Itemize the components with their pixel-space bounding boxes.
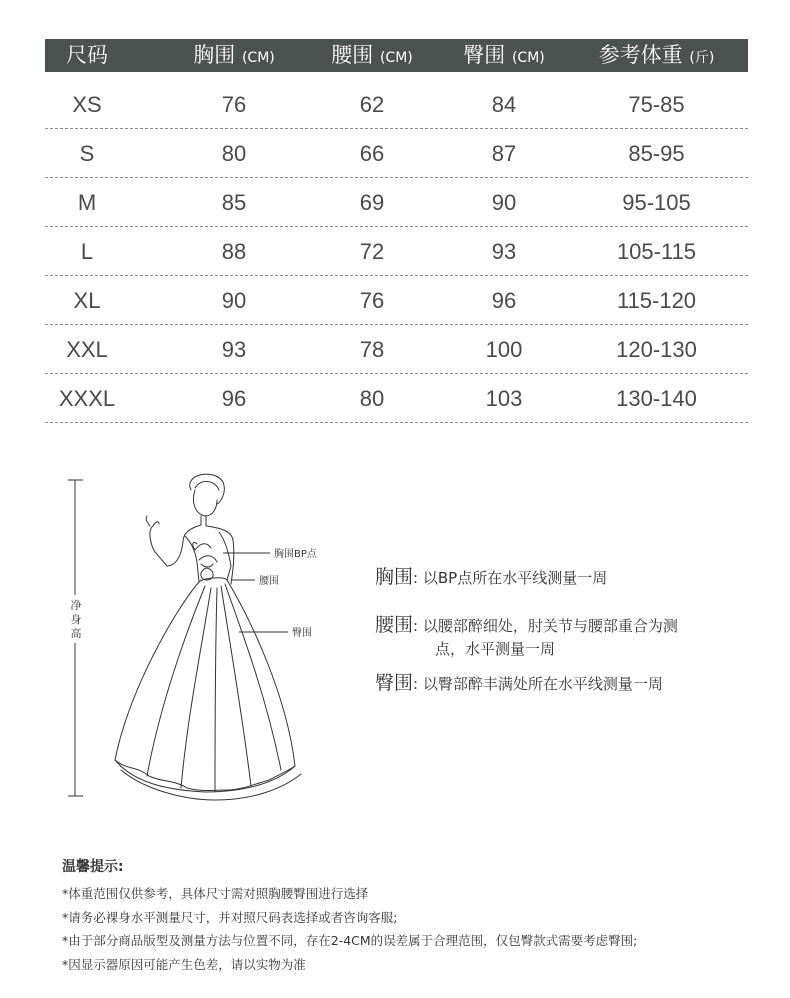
ballgown-drawing: [55, 470, 345, 810]
weight-cell: 130-140: [616, 386, 697, 411]
table-row: [45, 324, 748, 374]
weight-cell: 75-85: [628, 92, 685, 117]
size-cell: M: [77, 190, 97, 215]
measure-hip-label: 臀围: [375, 672, 414, 694]
tip-line: *因显示器原因可能产生色差，请以实物为准: [62, 956, 306, 972]
table-row: [45, 226, 748, 276]
waist-cell: 76: [359, 288, 385, 313]
measure-colon: :: [413, 569, 419, 587]
header-waist: 腰围 (CM): [331, 43, 413, 67]
size-cell: L: [80, 239, 94, 264]
tip-line: *体重范围仅供参考，具体尺寸需对照胸腰臀围进行选择: [62, 886, 369, 901]
measure-hip-text: 以臀部醉丰满处所在水平线测量一周: [422, 675, 663, 693]
waist-cell: 78: [359, 337, 385, 362]
measure-waist-text-1: 以腰部醉细处，肘关节与腰部重合为测: [422, 617, 678, 635]
measure-hip: [375, 672, 663, 696]
table-row: [45, 79, 748, 129]
height-label-char: 净: [70, 599, 82, 612]
hip-cell: 87: [491, 141, 517, 166]
bust-cell: 88: [221, 239, 247, 264]
dress-measurement-illustration: [55, 470, 345, 810]
header-bust: 胸围 (CM): [193, 43, 275, 67]
table-row: [45, 128, 748, 178]
height-label-char: 身: [70, 613, 82, 626]
tips-title: 温馨提示:: [62, 859, 124, 875]
weight-cell: 85-95: [628, 141, 685, 166]
waist-cell: 66: [359, 141, 385, 166]
waist-cell: 69: [359, 190, 385, 215]
hip-cell: 103: [485, 386, 523, 411]
table-row: [45, 373, 748, 423]
weight-cell: 120-130: [616, 337, 697, 362]
bust-cell: 93: [221, 337, 247, 362]
callout-waist-label: 腰围: [259, 576, 279, 587]
size-cell: XL: [73, 288, 101, 313]
measure-waist: [375, 614, 678, 638]
measure-waist-text-2: 点，水平测量一周: [435, 640, 556, 658]
tips-section: [62, 856, 762, 976]
measure-bust: [375, 566, 607, 590]
bust-cell: 96: [221, 386, 247, 411]
hip-cell: 100: [485, 337, 523, 362]
weight-cell: 95-105: [622, 190, 691, 215]
weight-cell: 115-120: [616, 288, 697, 313]
measure-waist-continued: [435, 638, 555, 661]
header-weight: 参考体重 (斤): [598, 43, 715, 67]
size-cell: S: [79, 141, 95, 166]
waist-cell: 72: [359, 239, 385, 264]
waist-cell: 62: [359, 92, 385, 117]
measure-bust-label: 胸围: [375, 566, 414, 588]
waist-cell: 80: [359, 386, 385, 411]
table-row: [45, 275, 748, 325]
table-row: [45, 177, 748, 227]
header-size: 尺码: [66, 43, 108, 67]
hip-cell: 96: [491, 288, 517, 313]
header-hip: 臀围 (CM): [463, 43, 545, 67]
tip-line: *请务必裸身水平测量尺寸，并对照尺码表选择或者咨询客服;: [62, 909, 398, 925]
measure-colon: :: [413, 675, 419, 693]
size-cell: XXL: [66, 337, 108, 362]
size-cell: XXXL: [58, 386, 116, 411]
size-table-header: [45, 39, 748, 72]
height-label-char: 高: [70, 627, 82, 640]
bust-cell: 90: [221, 288, 247, 313]
size-cell: XS: [72, 92, 102, 117]
bust-cell: 76: [221, 92, 247, 117]
callout-bust-label: 胸围BP点: [274, 549, 317, 560]
hip-cell: 90: [491, 190, 517, 215]
measure-bust-text: 以BP点所在水平线测量一周: [422, 569, 608, 587]
bust-cell: 85: [221, 190, 247, 215]
hip-cell: 84: [491, 92, 517, 117]
tip-line: *由于部分商品版型及测量方法与位置不同，存在2-4CM的误差属于合理范围，仅包臀款式需要考虑臀围;: [62, 933, 638, 948]
weight-cell: 105-115: [616, 239, 697, 264]
bust-cell: 80: [221, 141, 247, 166]
callout-hip-label: 臀围: [292, 628, 312, 639]
measure-waist-label: 腰围: [375, 614, 414, 636]
hip-cell: 93: [491, 239, 517, 264]
measure-colon: :: [413, 617, 419, 635]
